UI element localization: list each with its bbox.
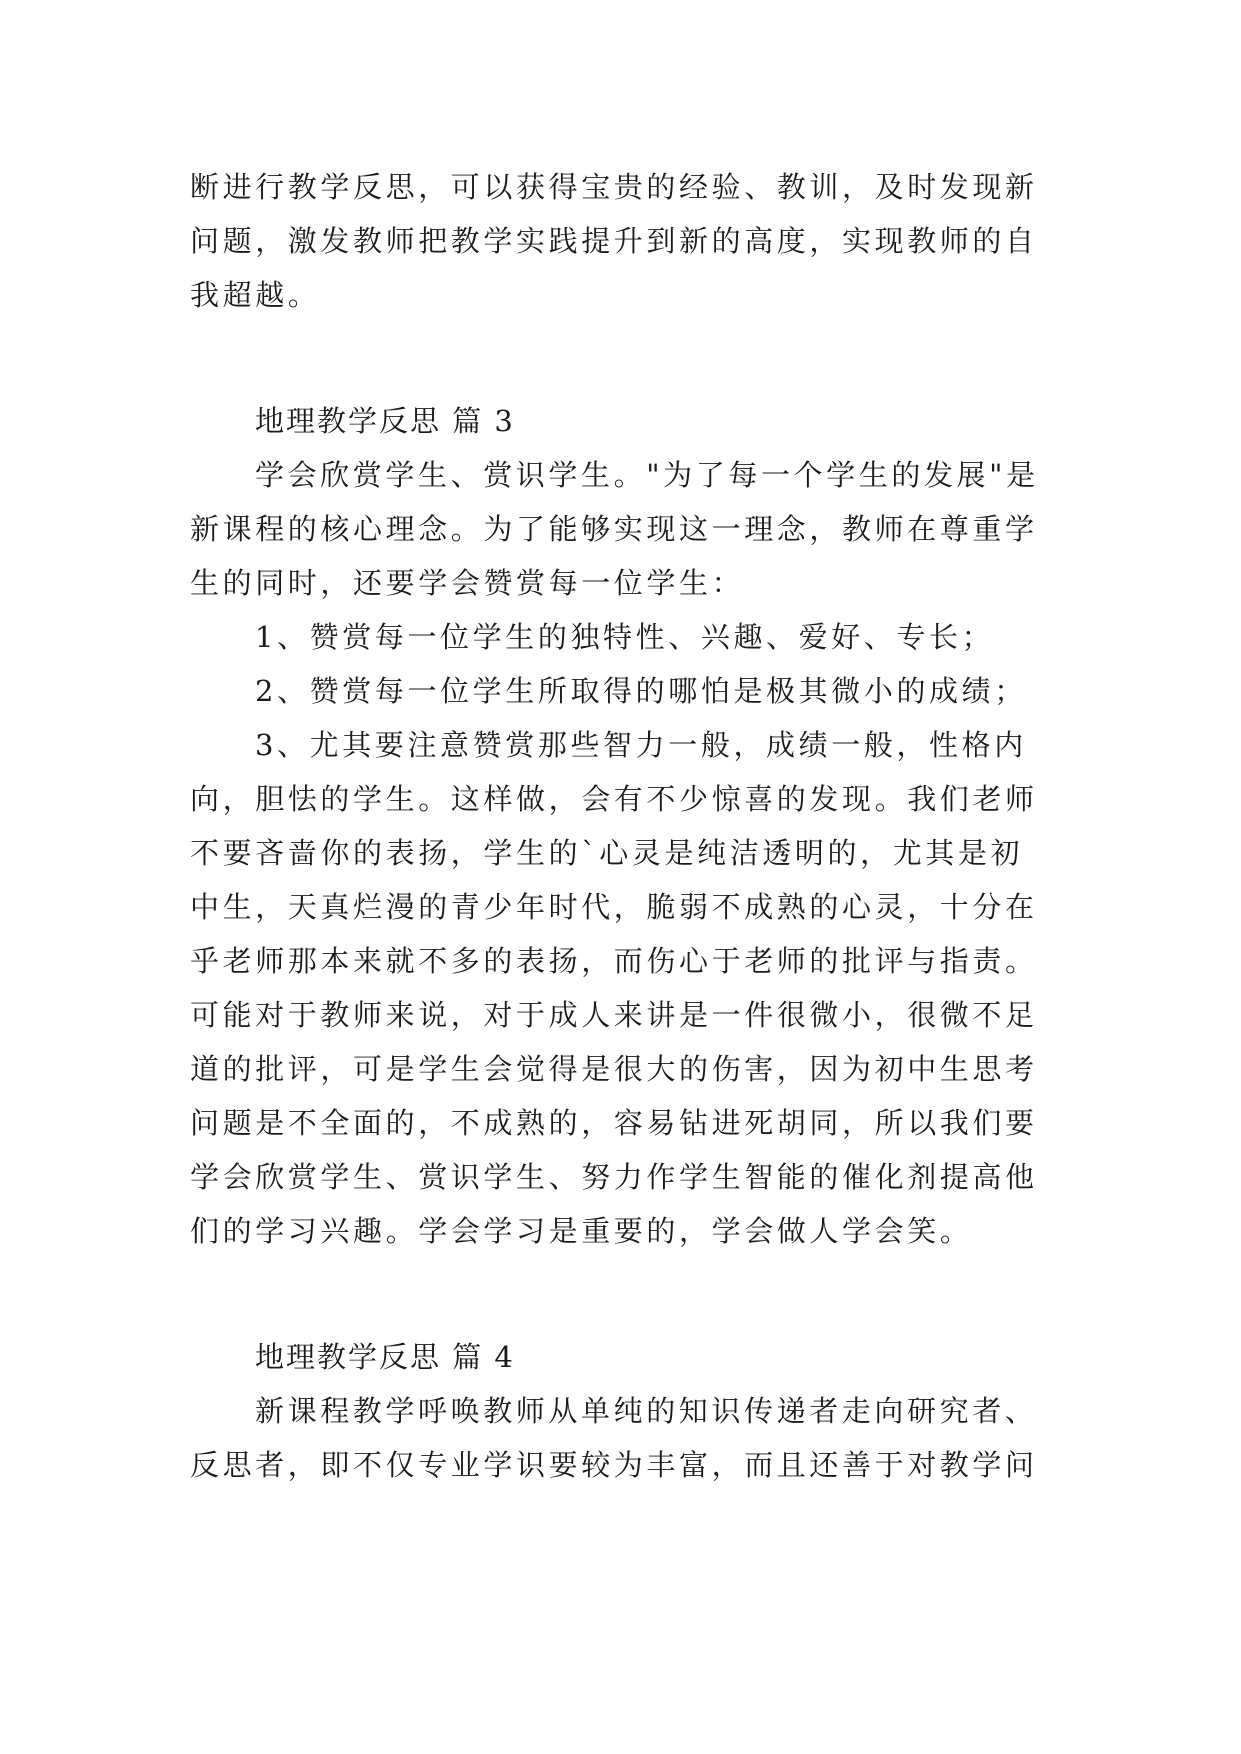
text-line: 问题是不全面的，不成熟的，容易钻进死胡同，所以我们要 (190, 1106, 1038, 1140)
list-item: 1、赞赏每一位学生的独特性、兴趣、爱好、专长； (255, 620, 995, 654)
document-body (190, 160, 1060, 1492)
text-line: 们的学习兴趣。学会学习是重要的，学会做人学会笑。 (190, 1214, 973, 1248)
text-line: 不要吝啬你的表扬，学生的`心灵是纯洁透明的，尤其是初 (190, 836, 1024, 870)
text-line: 学会欣赏学生、赏识学生。"为了每一个学生的发展"是 (255, 458, 1039, 492)
text-line: 可能对于教师来说，对于成人来讲是一件很微小，很微不足 (190, 998, 1038, 1032)
section-3 (190, 394, 1060, 1258)
text-line: 道的批评，可是学生会觉得是很大的伤害，因为初中生思考 (190, 1052, 1038, 1086)
section-heading: 地理教学反思 篇 3 (255, 404, 515, 438)
text-line: 新课程教学呼唤教师从单纯的知识传递者走向研究者、 (255, 1394, 1038, 1428)
section-gap (190, 322, 1060, 394)
intro-paragraph (190, 160, 1060, 322)
section-4 (190, 1330, 1060, 1492)
text-line: 生的同时，还要学会赞赏每一位学生： (190, 566, 745, 600)
section-gap (190, 1258, 1060, 1330)
list-item: 3、尤其要注意赞赏那些智力一般，成绩一般，性格内 (255, 728, 1027, 762)
text-line: 乎老师那本来就不多的表扬，而伤心于老师的批评与指责。 (190, 944, 1038, 978)
text-line: 反思者，即不仅专业学识要较为丰富，而且还善于对教学问 (190, 1448, 1038, 1482)
list-item: 2、赞赏每一位学生所取得的哪怕是极其微小的成绩； (255, 674, 1027, 708)
text-line: 学会欣赏学生、赏识学生、努力作学生智能的催化剂提高他 (190, 1160, 1038, 1194)
text-line: 问题，激发教师把教学实践提升到新的高度，实现教师的自 (190, 224, 1038, 258)
text-line: 中生，天真烂漫的青少年时代，脆弱不成熟的心灵，十分在 (190, 890, 1038, 924)
text-line: 向，胆怯的学生。这样做，会有不少惊喜的发现。我们老师 (190, 782, 1038, 816)
section-heading: 地理教学反思 篇 4 (255, 1340, 515, 1374)
text-line: 新课程的核心理念。为了能够实现这一理念，教师在尊重学 (190, 512, 1038, 546)
text-line: 断进行教学反思，可以获得宝贵的经验、教训，及时发现新 (190, 170, 1038, 204)
text-line: 我超越。 (190, 278, 321, 312)
